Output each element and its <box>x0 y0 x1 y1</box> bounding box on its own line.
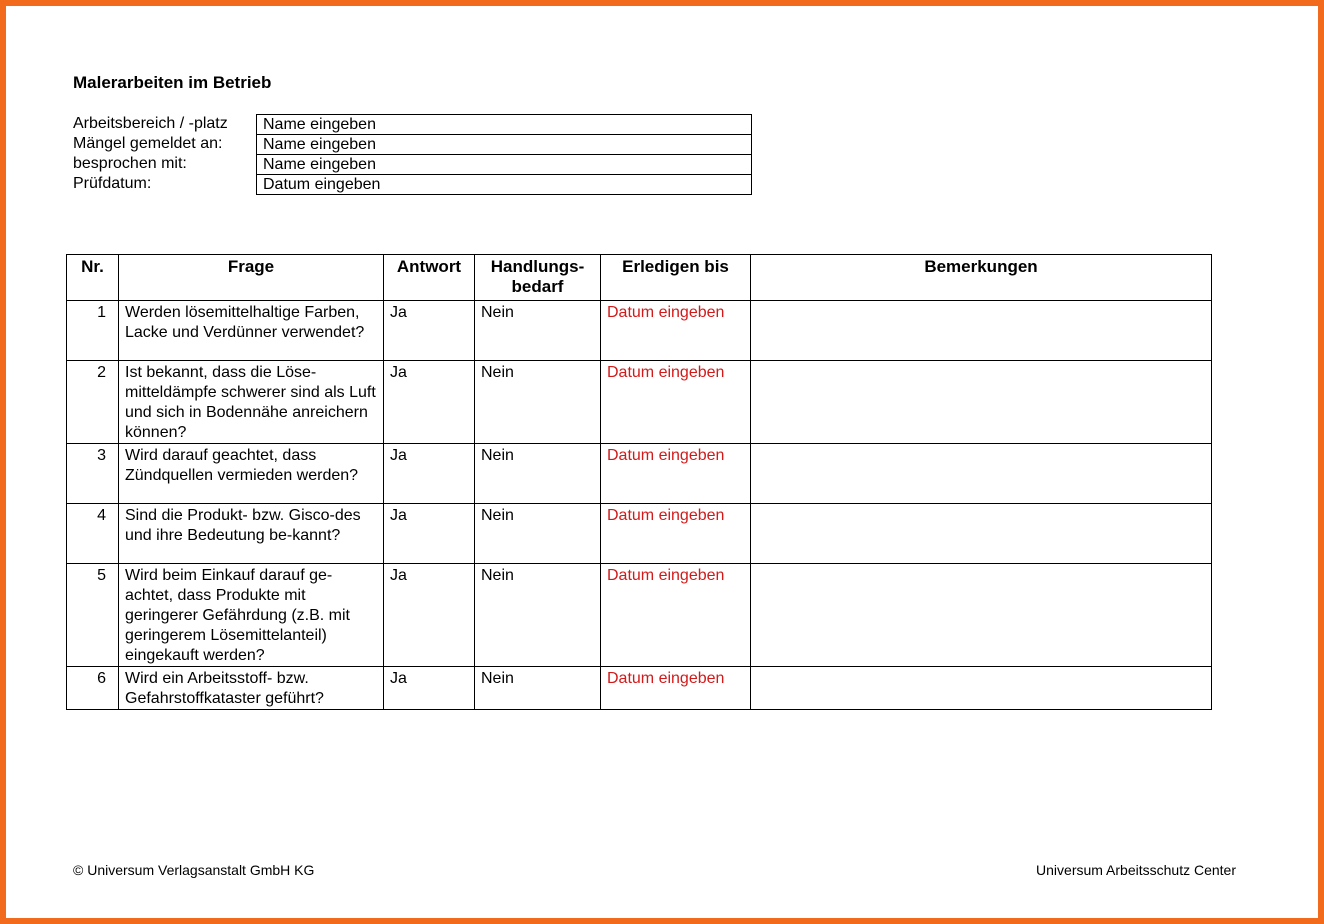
row-answer[interactable]: Ja <box>384 667 475 710</box>
document-title: Malerarbeiten im Betrieb <box>73 73 272 92</box>
row-due-date[interactable]: Datum eingeben <box>601 504 751 564</box>
field-arbeitsbereich[interactable]: Name eingeben <box>257 115 752 135</box>
row-answer[interactable]: Ja <box>384 301 475 361</box>
meta-fields-table <box>256 114 752 195</box>
header-erledigen-bis: Erledigen bis <box>601 255 751 301</box>
row-question: Wird ein Arbeitsstoff- bzw. Gefahrstoffkataster geführt? <box>119 667 384 710</box>
row-action-needed[interactable]: Nein <box>475 504 601 564</box>
row-action-needed[interactable]: Nein <box>475 444 601 504</box>
row-remarks[interactable] <box>751 667 1212 710</box>
header-handlungsbedarf: Handlungs- bedarf <box>475 255 601 301</box>
row-answer[interactable]: Ja <box>384 564 475 667</box>
row-answer[interactable]: Ja <box>384 444 475 504</box>
row-question: Wird darauf geachtet, dass Zündquellen vermieden werden? <box>119 444 384 504</box>
table-header-row <box>67 255 1212 301</box>
row-number: 3 <box>67 444 119 504</box>
row-remarks[interactable] <box>751 564 1212 667</box>
table-row <box>67 301 1212 361</box>
table-row <box>67 361 1212 444</box>
meta-label-maengel: Mängel gemeldet an: <box>73 135 223 152</box>
meta-label-pruefdatum: Prüfdatum: <box>73 175 152 192</box>
row-due-date[interactable]: Datum eingeben <box>601 301 751 361</box>
header-frage: Frage <box>119 255 384 301</box>
row-remarks[interactable] <box>751 361 1212 444</box>
row-number: 4 <box>67 504 119 564</box>
header-nr: Nr. <box>67 255 119 301</box>
row-question: Sind die Produkt- bzw. Gisco-des und ihre Bedeutung be-kannt? <box>119 504 384 564</box>
meta-label-besprochen: besprochen mit: <box>73 155 187 172</box>
row-action-needed[interactable]: Nein <box>475 564 601 667</box>
table-row <box>67 667 1212 710</box>
field-besprochen-mit[interactable]: Name eingeben <box>257 155 752 175</box>
field-maengel-gemeldet[interactable]: Name eingeben <box>257 135 752 155</box>
row-number: 2 <box>67 361 119 444</box>
row-number: 1 <box>67 301 119 361</box>
row-action-needed[interactable]: Nein <box>475 361 601 444</box>
row-action-needed[interactable]: Nein <box>475 301 601 361</box>
row-due-date[interactable]: Datum eingeben <box>601 361 751 444</box>
row-remarks[interactable] <box>751 444 1212 504</box>
row-number: 5 <box>67 564 119 667</box>
row-answer[interactable]: Ja <box>384 504 475 564</box>
table-row <box>67 444 1212 504</box>
row-due-date[interactable]: Datum eingeben <box>601 564 751 667</box>
footer-copyright: © Universum Verlagsanstalt GmbH KG <box>73 862 315 878</box>
checklist-table <box>66 254 1212 710</box>
row-number: 6 <box>67 667 119 710</box>
row-due-date[interactable]: Datum eingeben <box>601 667 751 710</box>
footer-publisher: Universum Arbeitsschutz Center <box>1036 862 1236 878</box>
field-pruefdatum[interactable]: Datum eingeben <box>257 175 752 195</box>
row-action-needed[interactable]: Nein <box>475 667 601 710</box>
row-remarks[interactable] <box>751 504 1212 564</box>
row-question: Ist bekannt, dass die Löse-mitteldämpfe schwerer sind als Luft und sich in Bodennähe anreichern können? <box>119 361 384 444</box>
row-answer[interactable]: Ja <box>384 361 475 444</box>
table-row <box>67 564 1212 667</box>
row-remarks[interactable] <box>751 301 1212 361</box>
row-question: Wird beim Einkauf darauf ge-achtet, dass Produkte mit geringerer Gefährdung (z.B. mit geringerem Lösemittelanteil) eingekauft werden? <box>119 564 384 667</box>
row-due-date[interactable]: Datum eingeben <box>601 444 751 504</box>
row-question: Werden lösemittelhaltige Farben, Lacke und Verdünner verwendet? <box>119 301 384 361</box>
table-row <box>67 504 1212 564</box>
meta-label-arbeitsbereich: Arbeitsbereich / -platz <box>73 115 228 132</box>
header-bemerkungen: Bemerkungen <box>751 255 1212 301</box>
meta-labels <box>73 114 228 194</box>
header-antwort: Antwort <box>384 255 475 301</box>
